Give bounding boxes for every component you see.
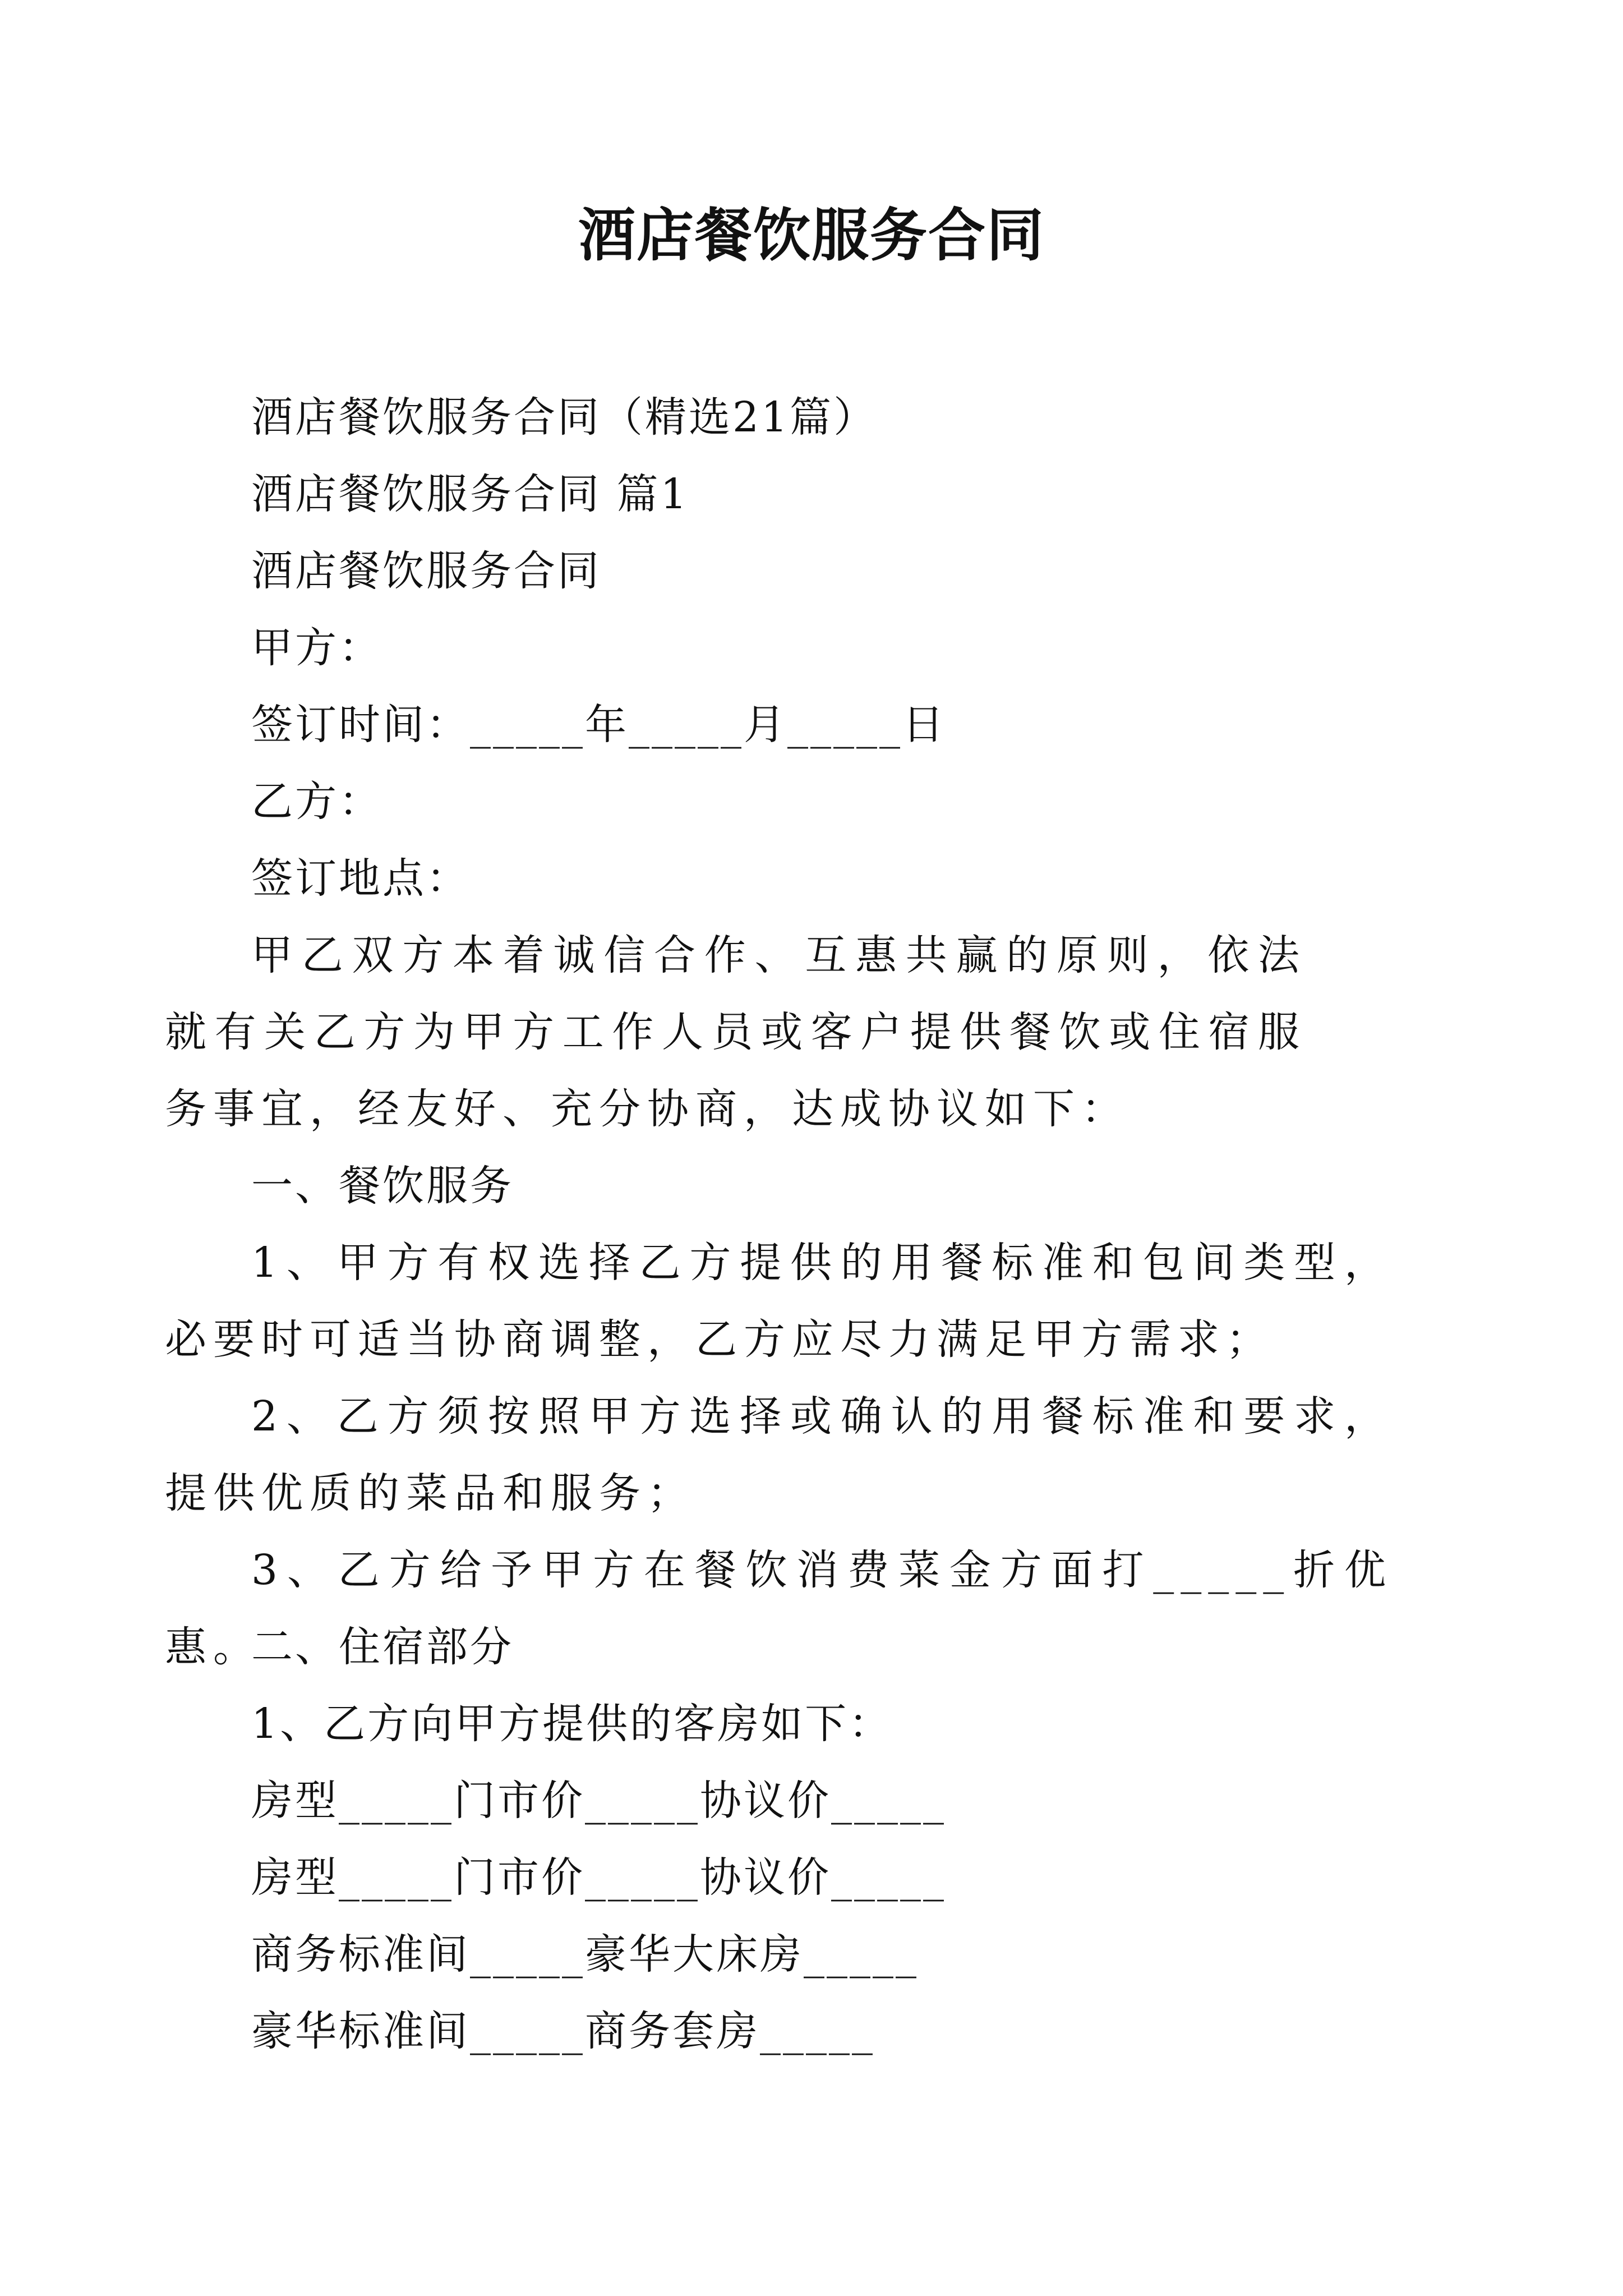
contract-name: 酒店餐饮服务合同 bbox=[251, 547, 601, 595]
room-row-4: 豪华标准间_____商务套房_____ bbox=[251, 2007, 875, 2055]
room-row-1: 房型_____门市价_____协议价_____ bbox=[251, 1777, 946, 1825]
document-title: 酒店餐饮服务合同 bbox=[578, 202, 1045, 269]
section-1-heading: 一、餐饮服务 bbox=[251, 1162, 514, 1210]
section-2-heading: 二、住宿部分 bbox=[251, 1623, 514, 1671]
subtitle-line: 酒店餐饮服务合同（精选21篇） bbox=[251, 393, 878, 441]
paragraph-block-1 bbox=[165, 917, 1393, 1148]
room-row-2: 房型_____门市价_____协议价_____ bbox=[251, 1853, 946, 1902]
item-1-3: 3、乙方给予甲方在餐饮消费菜金方面打_____折优惠。 bbox=[165, 1546, 1393, 1671]
room-row-3: 商务标准间_____豪华大床房_____ bbox=[251, 1930, 919, 1978]
party-b-line: 乙方： bbox=[251, 777, 382, 826]
item-2-1: 1、乙方向甲方提供的客房如下： bbox=[251, 1700, 893, 1748]
sign-date-line: 签订时间：_____年_____月_____日 bbox=[251, 701, 946, 749]
item-1-1: 1、甲方有权选择乙方提供的用餐标准和包间类型，必要时可适当协商调整，乙方应尽力满足甲方需求； bbox=[165, 1239, 1393, 1364]
sign-place-line: 签订地点： bbox=[251, 854, 470, 903]
party-a-line: 甲方： bbox=[251, 624, 382, 672]
document-body bbox=[251, 379, 1393, 917]
chapter-heading: 酒店餐饮服务合同 篇1 bbox=[251, 470, 689, 518]
section-one bbox=[251, 1148, 1393, 1225]
preamble-paragraph: 甲乙双方本着诚信合作、互惠共赢的原则，依法就有关乙方为甲方工作人员或客户提供餐饮或住宿服务事宜，经友好、充分协商，达成协议如下： bbox=[165, 931, 1306, 1133]
section-two bbox=[251, 1609, 1393, 2070]
item-1-2: 2、乙方须按照甲方选择或确认的用餐标准和要求，提供优质的菜品和服务； bbox=[165, 1392, 1393, 1517]
